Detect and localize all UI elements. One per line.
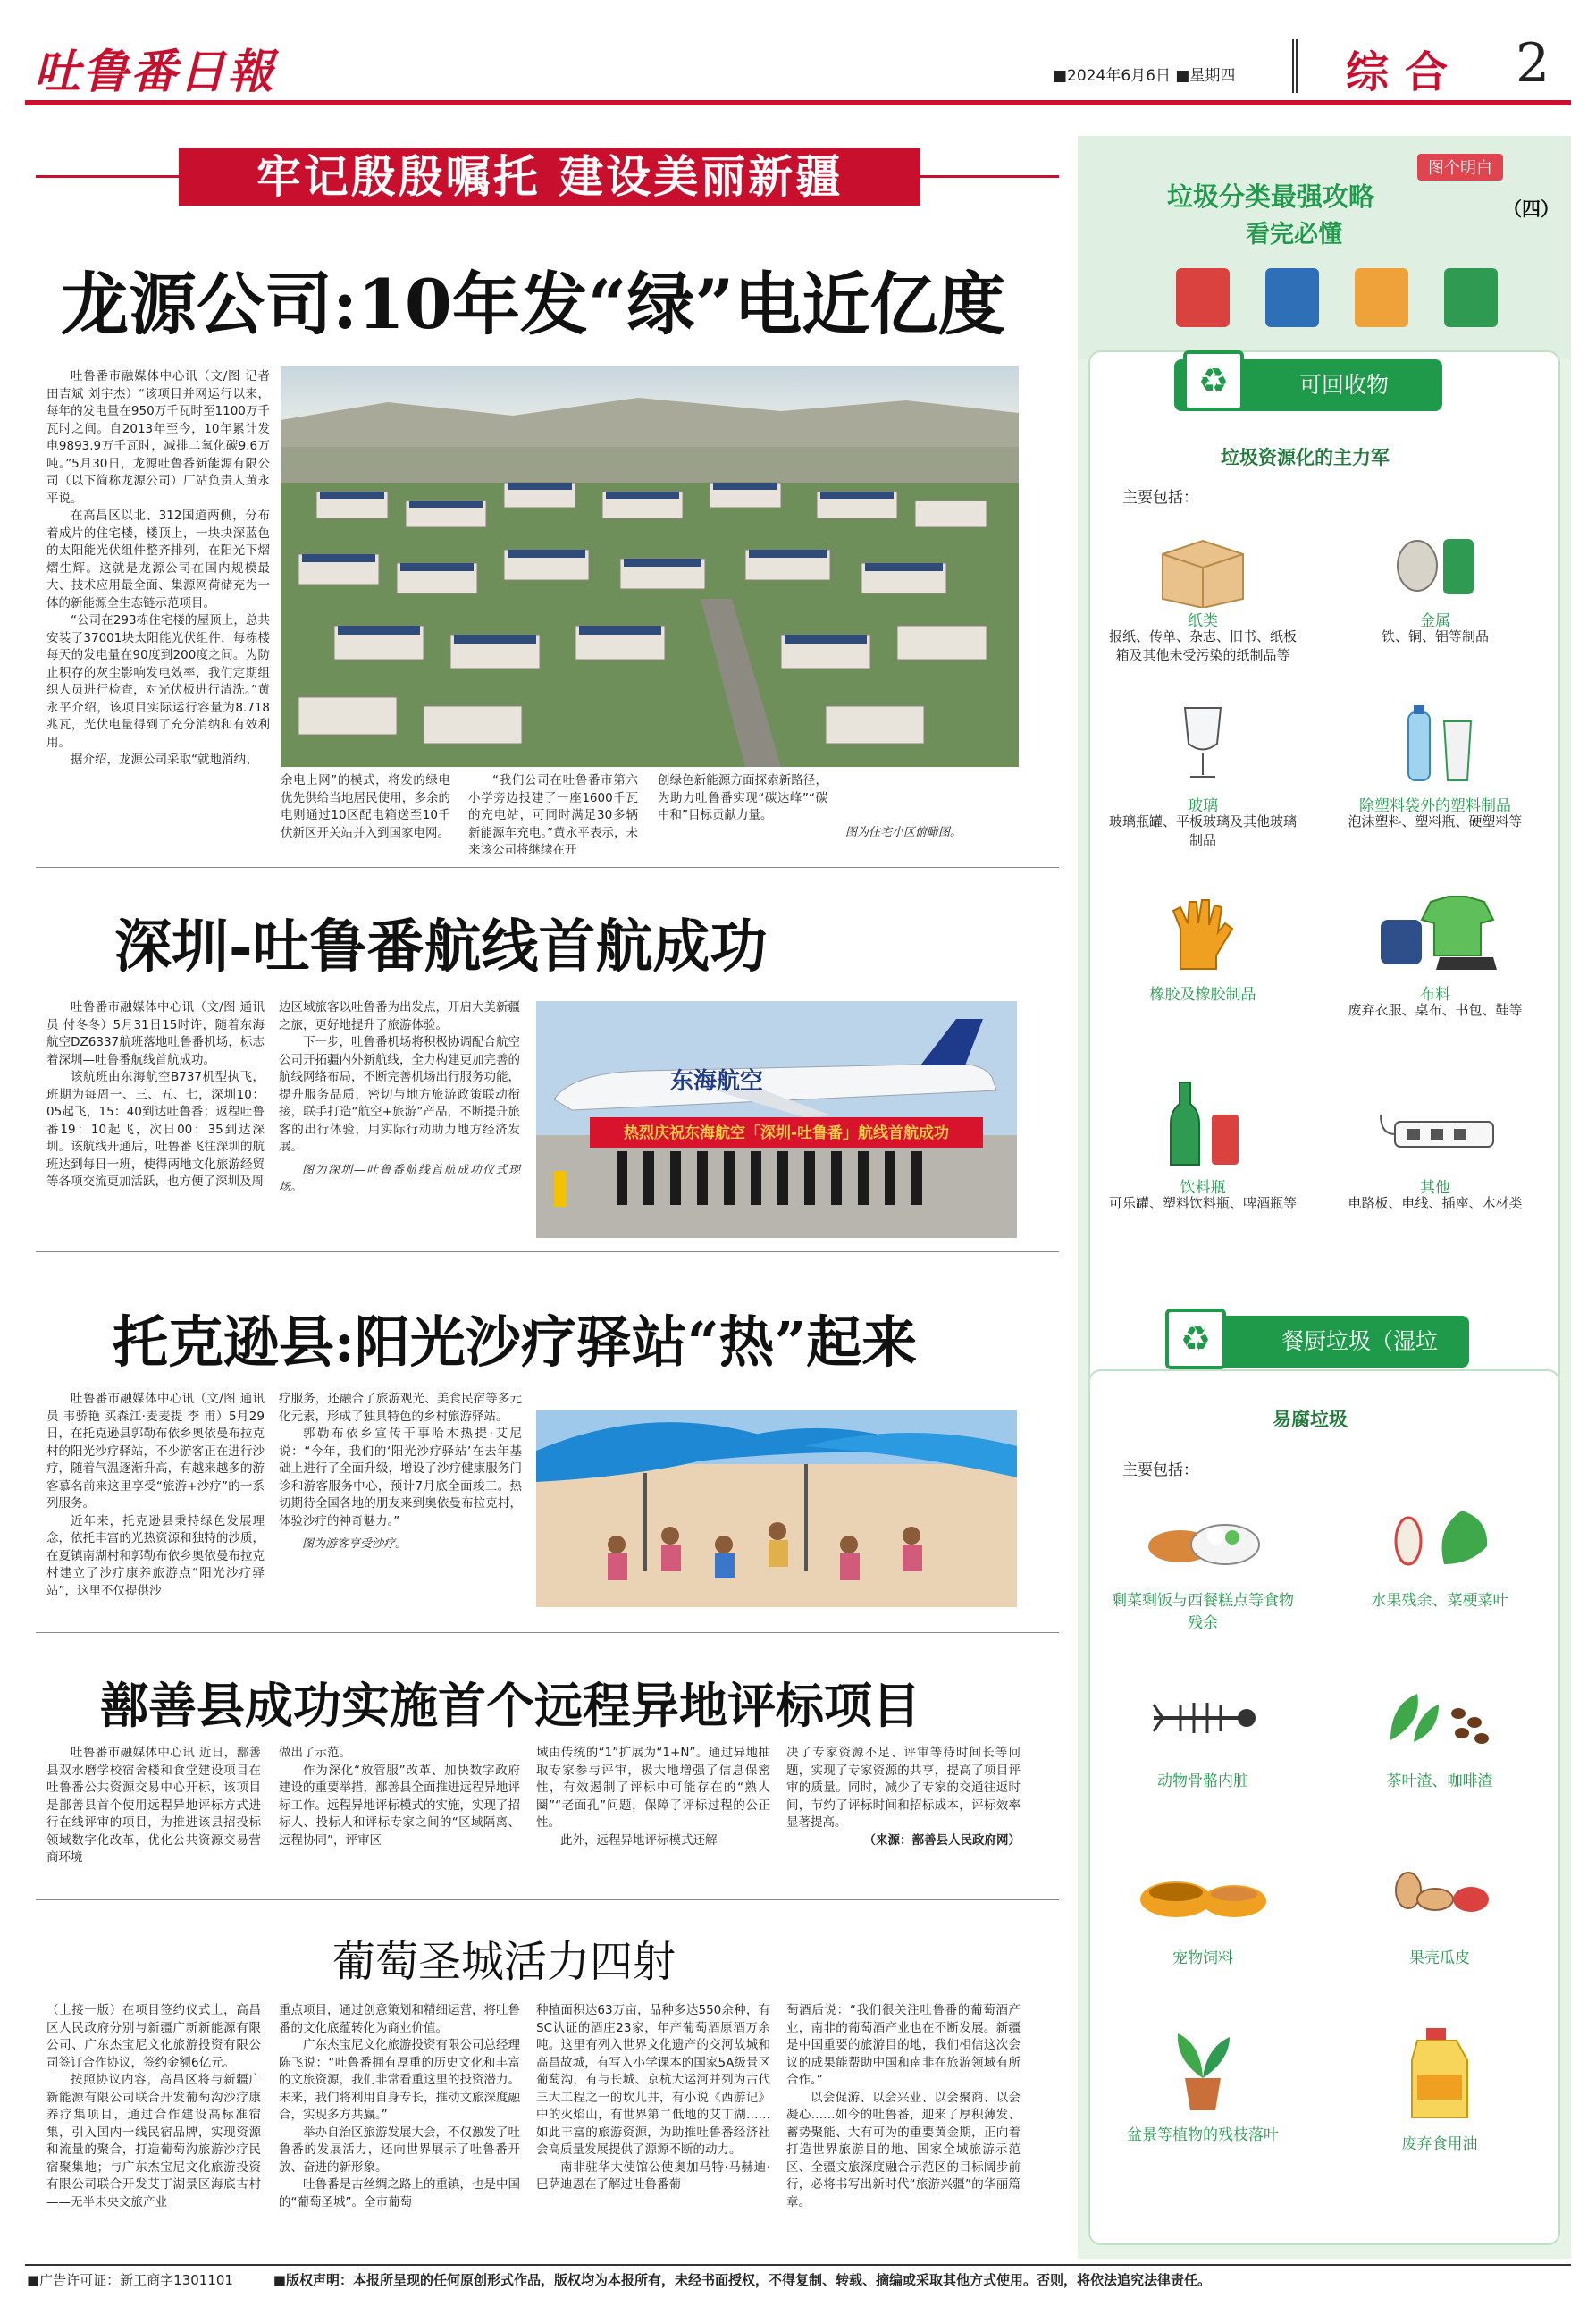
recyclable-item-desc: 可乐罐、塑料饮料瓶、啤酒瓶等 xyxy=(1108,1195,1297,1211)
tea-coffee-icon xyxy=(1373,1673,1507,1763)
article3-caption: 图为游客享受沙疗。 xyxy=(302,1537,407,1551)
article2-para: 下一步，吐鲁番机场将积极协调配合航空公司开拓疆内外新航线，全力构建更加完善的航线网络布局，不断完善机场出行服务功能，提升服务品质，密切与地方旅游政策联动衔接，联手打造“航空+旅游”产品，不断提升旅客的出行体验，用实际行动助力地方经济发展。 xyxy=(279,1035,520,1154)
article2-caption: 图为深圳—吐鲁番航线首航成功仪式现场。 xyxy=(279,1163,520,1194)
article2-col1 xyxy=(46,999,265,1191)
masthead-rule xyxy=(25,100,1571,105)
potted-plant-icon xyxy=(1140,2020,1265,2118)
article5-para: 南非驻华大使馆公使奥加马特·马赫迪·巴萨迪恩在了解过吐鲁番葡 xyxy=(536,2159,770,2192)
recyclable-header: 可回收物 xyxy=(1174,359,1442,411)
rubber-glove-icon xyxy=(1149,888,1256,978)
masthead-divider xyxy=(1292,39,1298,93)
section-divider xyxy=(36,1251,1059,1252)
article5-para: 按照协议内容，高昌区将与新疆广新能源有限公司联合开发葡萄沟沙疗康养疗集项目，通过合作建设高标准宿集，引入国内一线民宿品牌，实现资源和流量的聚合，打造葡萄沟旅游沙疗民宿聚集地；与广东杰宝尼文化旅游投资有限公司联合开发艾丁湖景区海底古村——无半未央文旅产业 xyxy=(46,2073,261,2210)
panel-tag: 图个明白 xyxy=(1417,154,1503,181)
article1-para: “我们公司在吐鲁番市第六小学旁边投建了一座1600千瓦的充电站，可同时满足30多辆新能源车充电。”黄永平表示，未来该公司将继续在开 xyxy=(468,773,638,857)
clothes-shoes-icon xyxy=(1373,888,1507,978)
article5-para: （上接一版）在项目签约仪式上，高昌区人民政府分别与新疆广新新能源有限公司、广东杰宝尼文化旅游投资有限公司签订合作协议，签约金额6亿元。 xyxy=(46,2003,261,2070)
paper-box-icon xyxy=(1149,518,1256,617)
recycle-bin-icon: ♻ xyxy=(1183,350,1244,411)
footer xyxy=(27,2270,1573,2289)
article3-para: 郭勒布依乡宣传干事哈木热提·艾尼说：“今年，我们的‘阳光沙疗驿站’在去年基础上进行了全面升级，增设了沙疗健康服务门诊和游客服务中心，预计7月底全面竣工。热切期待全国各地的朋友来到奥依曼布拉克村，体验沙疗的神奇魅力。” xyxy=(279,1427,522,1528)
article2-photo xyxy=(536,1001,1017,1238)
recyclable-item-desc: 玻璃瓶罐、平板玻璃及其他玻璃制品 xyxy=(1108,813,1297,848)
glass-icon xyxy=(1149,699,1256,788)
panel-subtitle: 看完必懂 xyxy=(1246,221,1342,248)
article1-para: 在高昌区以北、312国道两侧，分布着成片的住宅楼，楼顶上，一块块深蓝色的太阳能光伏组件整齐排列，在阳光下熠熠生辉。这就是龙源公司在国内规模最大、技术应用最全面、集源网荷储充为一体的新能源全生态链示范项目。 xyxy=(46,509,270,610)
article2-para: 该航班由东海航空B737机型执飞，班期为每周一、三、五、七，深圳10：05起飞，15：40到达吐鲁番；返程吐鲁番19：10起飞，次日00：35到达深圳。该航线开通后，吐鲁番飞往深圳的航班达到每日一班，使得两地文化旅游经贸等各项交流更加活跃，也方便了深圳及周 xyxy=(46,1070,265,1189)
dateline: ■2024年6月6日 ■星期四 xyxy=(1053,67,1236,85)
section-divider xyxy=(36,867,1059,868)
article4-para: 域由传统的“1”扩展为“1+N”。通过异地抽取专家参与评审，极大地增强了信息保密性，有效遏制了评标中可能存在的“熟人圈”“老面孔”问题，保障了评标过程的公正性。 xyxy=(536,1746,770,1830)
recyclable-item-name: 金属 xyxy=(1420,612,1450,630)
article5-col4 xyxy=(786,2002,1021,2211)
article1-col1 xyxy=(46,368,270,770)
recyclable-item-desc: 泡沫塑料、塑料瓶、硬塑料等 xyxy=(1348,813,1523,829)
article5-col1 xyxy=(46,2002,261,2211)
recyclable-includes-label: 主要包括： xyxy=(1122,489,1198,507)
article4-para: 作为深化“放管服”改革、加快数字政府建设的重要举措，鄯善县全面推进远程异地评标工作。远程异地评标模式的实施，实现了招标人、投标人和评标专家之间的“区域隔离、远程协同”，评审区 xyxy=(279,1763,520,1848)
article5-col2 xyxy=(279,2002,520,2211)
recyclable-item-desc: 报纸、传单、杂志、旧书、纸板箱及其他未受污染的纸制品等 xyxy=(1108,628,1297,663)
article4-col4 xyxy=(786,1745,1021,1849)
article1-caption: 图为住宅小区俯瞰图。 xyxy=(845,826,962,839)
article2-headline: 深圳-吐鲁番航线首航成功 xyxy=(114,913,768,981)
article5-para: 萄酒后说：“我们很关注吐鲁番的葡萄酒产业，南非的葡萄酒产业也在不断发展。新疆是中国重要的旅游目的地，我们相信这次会议的成果能帮助中国和南非在旅游领域有所合作。” xyxy=(786,2003,1021,2087)
article1-para: 余电上网”的模式，将发的绿电优先供给当地居民使用，多余的电则通过10区配电箱送至10千伏新区开关站并入到国家电网。 xyxy=(281,773,450,840)
article3-headline: 托克逊县:阳光沙疗驿站“热”起来 xyxy=(113,1309,918,1375)
cooking-oil-icon xyxy=(1373,2020,1507,2127)
article4-headline: 鄯善县成功实施首个远程异地评标项目 xyxy=(100,1677,920,1734)
recyclable-item-desc: 废弃衣服、桌布、书包、鞋等 xyxy=(1348,1002,1523,1018)
article4-col2 xyxy=(279,1745,520,1849)
newspaper-logo: 吐鲁番日報 xyxy=(34,45,276,99)
article3-photo xyxy=(536,1410,1017,1607)
article5-para: 以会促游、以会兴业、以会聚商、以会凝心……如今的吐鲁番，迎来了厚积薄发、蓄势聚能、大有可为的重要黄金期，正向着打造世界旅游目的地、国家全域旅游示范区、全疆文旅深度融合示范区的目标阔步前行，必将书写出新时代“旅游兴疆”的华丽篇章。 xyxy=(786,2090,1021,2210)
kitchen-item-name: 茶叶渣、咖啡渣 xyxy=(1386,1772,1493,1790)
metal-can-icon xyxy=(1382,526,1489,606)
kitchen-item-name: 水果残余、菜梗菜叶 xyxy=(1371,1592,1508,1610)
pet-food-icon xyxy=(1131,1850,1274,1940)
recyclable-item-desc: 铁、铜、铝等制品 xyxy=(1381,628,1489,644)
kitchen-includes-label: 主要包括： xyxy=(1122,1461,1198,1479)
article3-col2 xyxy=(279,1391,522,1553)
recyclable-item-name: 其他 xyxy=(1420,1179,1450,1197)
blue-bin-icon xyxy=(1265,268,1319,327)
section-title: 综合 xyxy=(1346,47,1465,97)
recyclable-item-desc: 电路板、电线、插座、木材类 xyxy=(1348,1195,1523,1211)
kitchen-subtitle: 易腐垃圾 xyxy=(1273,1409,1348,1430)
article5-para: 吐鲁番是古丝绸之路上的重镇，也是中国的“葡萄圣城”。全市葡萄 xyxy=(279,2177,520,2210)
recyclable-subtitle: 垃圾资源化的主力军 xyxy=(1221,447,1390,468)
page-number: 2 xyxy=(1516,32,1550,95)
article4-para: 吐鲁番市融媒体中心讯 近日，鄯善县双水磨学校宿舍楼和食堂建设项目在吐鲁番公共资源交易中心开标，该项目是鄯善县首个使用远程异地评标方式进行在线评审的项目，为推进该县招投标领域数字化改革，优化公共资源交易营商环境 xyxy=(46,1746,261,1865)
article3-col1 xyxy=(46,1391,265,1600)
article5-para: 广东杰宝尼文化旅游投资有限公司总经理陈飞说：“吐鲁番拥有厚重的历史文化和丰富的文旅资源，我们非常看重这里的投资潜力。未来，我们将利用自身专长，推动文旅深度融合，实现多方共赢。” xyxy=(279,2038,520,2122)
article4-col3 xyxy=(536,1745,770,1849)
yellow-bin-icon xyxy=(1355,268,1408,327)
article5-para: 种植面积达63万亩，品种多达550余种，有SC认证的酒庄23家，年产葡萄酒原酒万余吨。这里有列入世界文化遗产的交河故城和高昌故城，有写入小学课本的国家5A级景区葡萄沟，有与长城、京杭大运河并列为古代三大工程之一的坎儿井，有小说《西游记》中的火焰山，有世界第二低地的艾丁湖……如此丰富的旅游资源，为助推吐鲁番经济社会高质量发展提供了源源不断的动力。 xyxy=(536,2003,770,2157)
recyclable-item-name: 玻璃 xyxy=(1188,797,1218,815)
kitchen-header: 餐厨垃圾（湿垃圾） xyxy=(1174,1316,1469,1368)
article3-para: 近年来，托克逊县秉持绿色发展理念，依托丰富的光热资源和独特的沙质，在夏镇南湖村和郭勒布依乡奥依曼布拉克村建立了沙疗康养旅游点“阳光沙疗驿站”，这里不仅提供沙 xyxy=(46,1513,265,1598)
article1-col4 xyxy=(658,772,827,825)
article4-source: （来源：鄯善县人民政府网） xyxy=(863,1832,1021,1848)
kitchen-item-name: 废弃食用油 xyxy=(1401,2135,1478,2153)
kitchen-item-name: 宠物饲料 xyxy=(1172,1949,1233,1967)
kitchen-item-name: 果壳瓜皮 xyxy=(1409,1949,1470,1967)
article4-para: 决了专家资源不足、评审等待时间长等问题，实现了专家资源的共享，提高了项目评审的质量。同时，减少了专家的交通往返时间，节约了评标时间和招标成本，评标效率显著提高。 xyxy=(786,1746,1021,1830)
recyclable-item-name: 橡胶及橡胶制品 xyxy=(1149,986,1256,1004)
article1-para: “公司在293栋住宅楼的屋顶上，总共安装了37001块太阳能光伏组件，每栋楼每天的发电量在90度到200度之间。为防止积存的灰尘影响发电效率，我们定期组织人员进行检查，对光伏板进行清洗。”黄永平介绍，该项目实际运行容量为8.718兆瓦，光伏电量得到了充分消纳和有效利用。 xyxy=(46,613,270,750)
beverage-bottle-icon xyxy=(1149,1074,1256,1173)
power-strip-icon xyxy=(1373,1092,1507,1173)
section-divider xyxy=(36,1632,1059,1633)
green-bin-icon xyxy=(1444,268,1498,327)
article5-headline: 葡萄圣城活力四射 xyxy=(332,1937,676,1987)
article5-para: 举办自治区旅游发展大会，不仅激发了吐鲁番的发展活力，还向世界展示了吐鲁番开放、奋进的新形象。 xyxy=(279,2125,520,2175)
article1-para: 创绿色新能源方面探索新路径，为助力吐鲁番实现“碳达峰”“碳中和”目标贡献力量。 xyxy=(658,773,827,822)
article1-para: 据介绍，龙源公司采取“就地消纳、 xyxy=(71,753,258,767)
plane-livery-text: 东海航空 xyxy=(670,1068,764,1095)
fish-bone-icon xyxy=(1140,1673,1265,1763)
footer-rule xyxy=(25,2264,1571,2266)
article5-para: 重点项目，通过创意策划和精细运营，将吐鲁番的文化底蕴转化为商业价值。 xyxy=(279,2003,520,2035)
kitchen-item-name: 动物骨骼内脏 xyxy=(1157,1772,1248,1790)
article3-para: 疗服务，还融合了旅游观光、美食民宿等多元化元素，形成了独具特色的乡村旅游驿站。 xyxy=(279,1392,522,1424)
article1-col3 xyxy=(468,772,638,860)
theme-banner xyxy=(36,143,1059,211)
article5-col3 xyxy=(536,2002,770,2194)
garbage-sorting-panel xyxy=(1078,136,1571,2259)
panel-title: 垃圾分类最强攻略 xyxy=(1167,181,1375,212)
section-divider xyxy=(36,1899,1059,1900)
plastic-bottle-icon xyxy=(1382,699,1489,788)
fruit-vegetable-icon xyxy=(1373,1493,1507,1582)
article3-para: 吐鲁番市融媒体中心讯（文/图 通讯员 韦骄艳 买森江·麦麦提 李 甫）5月29日，在托克逊县郭勒布依乡奥依曼布拉克村的阳光沙疗驿站，不少游客正在进行沙疗，随着气温逐渐升高，有越来越多的游客慕名前来这里享受“旅游+沙疗”的一系列服务。 xyxy=(46,1392,265,1511)
copyright-notice: ■版权声明：本报所呈现的任何原创形式作品，版权均为本报所有，未经书面授权，不得复制、转载、摘编或采取其他方式使用。否则，将依法追究法律责任。 xyxy=(273,2272,1211,2288)
recyclable-item-name: 除塑料袋外的塑料制品 xyxy=(1359,797,1511,815)
article2-col2 xyxy=(279,999,520,1197)
banner-line-right xyxy=(920,175,1059,178)
kitchen-bin-icon: ♻ xyxy=(1165,1309,1226,1369)
recyclable-item-name: 布料 xyxy=(1420,986,1450,1004)
article2-para: 吐鲁番市融媒体中心讯（文/图 通讯员 付冬冬）5月31日15时许，随着东海航空DZ6337航班落地吐鲁番机场，标志着深圳—吐鲁番航线首航成功。 xyxy=(46,1000,265,1067)
recyclable-item-name: 饮料瓶 xyxy=(1180,1179,1226,1197)
article4-para: 此外，远程异地评标模式还解 xyxy=(560,1832,718,1848)
article4-para: 做出了示范。 xyxy=(279,1746,351,1760)
article1-photo xyxy=(281,366,1019,767)
ad-license: ■广告许可证：新工商字1301101 xyxy=(27,2272,233,2288)
recyclable-item-name: 纸类 xyxy=(1188,612,1218,630)
nut-shell-icon xyxy=(1373,1850,1507,1940)
red-bin-icon xyxy=(1176,268,1230,327)
banner-text: 牢记殷殷嘱托 建设美丽新疆 xyxy=(179,148,920,206)
ceremony-banner-text: 热烈庆祝东海航空「深圳-吐鲁番」航线首航成功 xyxy=(623,1124,950,1142)
kitchen-item-name: 盆景等植物的残枝落叶 xyxy=(1127,2126,1279,2144)
article2-para: 边区域旅客以吐鲁番为出发点，开启大美新疆之旅，更好地提升了旅游体验。 xyxy=(279,1000,520,1032)
masthead xyxy=(25,25,1571,107)
article4-col1 xyxy=(46,1745,261,1867)
leftover-food-icon xyxy=(1140,1493,1265,1582)
banner-line-left xyxy=(36,175,179,178)
article1-headline: 龙源公司:10年发“绿”电近亿度 xyxy=(61,265,1006,344)
panel-issue-number: （四） xyxy=(1503,198,1559,220)
kitchen-item-name: 剩菜剩饭与西餐糕点等食物残余 xyxy=(1112,1592,1294,1632)
article1-para: 吐鲁番市融媒体中心讯（文/图 记者 田吉斌 刘宇杰）“该项目并网运行以来，每年的发电量在950万千瓦时至1100万千瓦时之间。自2013年至今，10年累计发电9893.9万千瓦时，减排二氧化碳9.6万吨。”5月30日，龙源吐鲁番新能源有限公司（以下简称龙源公司）厂站负责人黄永平说。 xyxy=(46,369,270,506)
article1-col2 xyxy=(281,772,450,842)
